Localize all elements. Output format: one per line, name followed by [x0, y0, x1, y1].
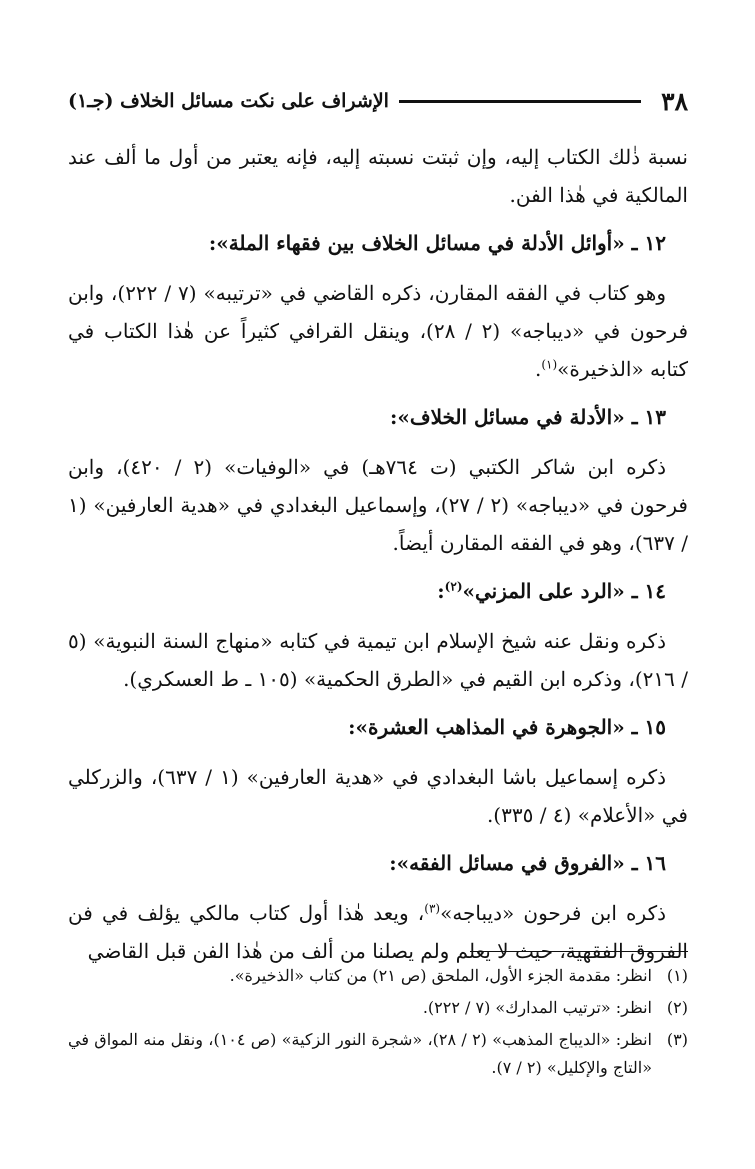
header-rule — [399, 100, 641, 103]
footnotes-section — [68, 962, 688, 1086]
paragraph-entry-15: ذكره إسماعيل باشا البغدادي في «هدية العارفين» (١ / ٦٣٧)، والزركلي في «الأعلام» (٤ / ٣٣٥). — [68, 765, 688, 827]
paragraph-entry-13: ذكره ابن شاكر الكتبي (ت ٧٦٤هـ) في «الوفيات» (٢ / ٤٢٠)، وابن فرحون في «ديباجه» (٢ / ٢٧)، وإسماعيل البغدادي في «هدية العارفين» (١ / ٦٣٧)، وهو في الفقه المقارن أيضاً. — [68, 455, 688, 555]
paragraph-text-continued: ، ويعد هٰذا أول كتاب مالكي يؤلف في فن الفروق الفقهية، حيث لا يعلم ولم يصلنا من ألف من هٰذا الفن قبل القاضي — [68, 901, 688, 963]
footnote-2 — [68, 994, 688, 1022]
footnote-number: (٣) — [666, 1030, 688, 1049]
footnote-1 — [68, 962, 688, 990]
entry-heading-15: ١٥ ـ «الجوهرة في المذاهب العشرة»: — [348, 715, 666, 739]
heading-colon: : — [437, 579, 445, 603]
footnote-text: انظر: «ترتيب المدارك» (٧ / ٢٢٢). — [422, 998, 652, 1017]
footnote-number: (٢) — [666, 998, 688, 1017]
page-number: ٣٨ — [661, 86, 688, 116]
page-body — [68, 138, 688, 980]
paragraph-entry-16 — [68, 894, 688, 970]
footnote-3 — [68, 1026, 688, 1082]
entry-heading-14 — [68, 572, 688, 610]
footnote-number: (١) — [666, 966, 688, 985]
page-header — [68, 86, 688, 116]
paragraph-entry-14: ذكره ونقل عنه شيخ الإسلام ابن تيمية في كتابه «منهاج السنة النبوية» (٥ / ٢١٦)، وذكره ابن القيم في «الطرق الحكمية» (١٠٥ ـ ط العسكري). — [68, 629, 688, 691]
footnote-ref-2[interactable]: (٢) — [444, 579, 463, 594]
sentence-end: . — [534, 357, 542, 381]
footnote-ref-1[interactable]: (١) — [541, 357, 558, 372]
footnote-separator — [470, 951, 688, 952]
footnote-ref-3[interactable]: (٣) — [424, 901, 441, 916]
paragraph-text: وهو كتاب في الفقه المقارن، ذكره القاضي في «ترتيبه» (٧ / ٢٢٢)، وابن فرحون في «ديباجه» (٢ / ٢٨)، وينقل القرافي كثيراً عن هٰذا الكتاب في كتابه «الذخيرة» — [68, 281, 689, 381]
entry-heading-16: ١٦ ـ «الفروق في مسائل الفقه»: — [389, 851, 666, 875]
heading-text: ١٤ ـ «الرد على المزني» — [462, 579, 666, 603]
entry-heading-12: ١٢ ـ «أوائل الأدلة في مسائل الخلاف بين فقهاء الملة»: — [208, 231, 666, 255]
footnote-text: انظر: مقدمة الجزء الأول، الملحق (ص ٢١) من كتاب «الذخيرة». — [229, 966, 652, 985]
footnote-text: انظر: «الديباج المذهب» (٢ / ٢٨)، «شجرة النور الزكية» (ص ١٠٤)، ونقل منه المواق في «التاج والإكليل» (٢ / ٧). — [68, 1030, 652, 1077]
paragraph-entry-12 — [68, 274, 688, 388]
running-title: الإشراف على نكت مسائل الخلاف (جـ١) — [68, 90, 389, 112]
paragraph-continued: نسبة ذٰلك الكتاب إليه، وإن ثبتت نسبته إليه، فإنه يعتبر من أول ما ألف عند المالكية في هٰذا الفن. — [68, 145, 688, 207]
entry-heading-13: ١٣ ـ «الأدلة في مسائل الخلاف»: — [389, 405, 666, 429]
paragraph-text: ذكره ابن فرحون «ديباجه» — [440, 901, 667, 925]
